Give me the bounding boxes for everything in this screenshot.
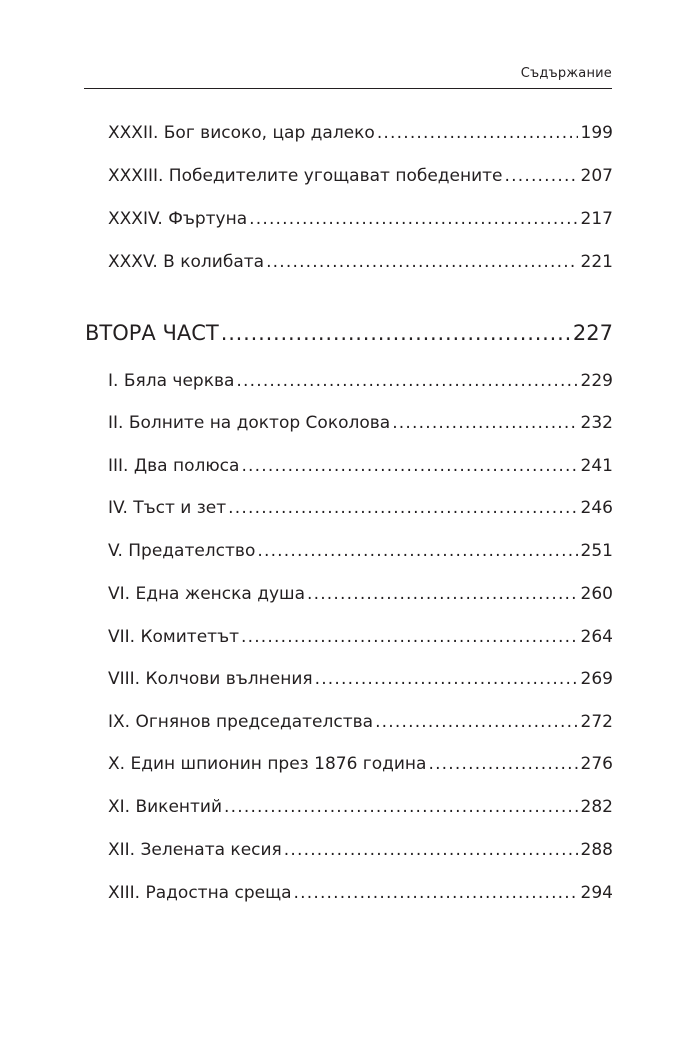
toc-entry[interactable] [108,164,613,188]
toc-entry[interactable] [108,667,613,691]
toc-entry[interactable] [108,752,613,776]
dot-leader [392,411,577,435]
toc-entry[interactable] [108,881,613,905]
toc-entry-page: 264 [580,627,613,647]
toc-entry-title: X. Един шпионин през 1876 година [108,754,427,774]
dot-leader [307,582,578,606]
toc-entry-page: 294 [580,883,613,903]
toc-entry-title: XI. Викентий [108,797,223,817]
toc-part-heading[interactable] [85,319,613,347]
toc-entry-page: 232 [580,413,613,433]
toc-entry[interactable] [108,369,613,393]
toc-entry-title: VI. Една женска душа [108,584,305,604]
toc-part-page: 227 [572,321,613,345]
toc-entry-title: XXXIII. Победителите угощават победените [108,166,503,186]
toc-entry-page: 241 [580,456,613,476]
toc-entry[interactable] [108,496,613,520]
toc-entry-title: VIII. Колчови вълнения [108,669,313,689]
toc-entry-title: IX. Огнянов председателства [108,712,374,732]
dot-leader [221,319,570,347]
toc-entry-page: 282 [580,797,613,817]
toc-entry-page: 260 [580,584,613,604]
toc-entry-title: XXXII. Бог високо, цар далеко [108,123,375,143]
dot-leader [241,454,577,478]
dot-leader [224,795,578,819]
toc-entry-title: XII. Зелената кесия [108,840,282,860]
toc-entry-page: 272 [580,712,613,732]
toc-entry-page: 229 [580,371,613,391]
toc-entry[interactable] [108,710,613,734]
toc-entry-title: I. Бяла черква [108,371,235,391]
toc-entry-title: XXXIV. Фъртуна [108,209,248,229]
dot-leader [236,369,577,393]
toc-entry-page: 288 [580,840,613,860]
toc-entry-page: 217 [580,209,613,229]
toc-entry[interactable] [108,207,613,231]
toc-entry-page: 251 [580,541,613,561]
dot-leader [377,121,578,145]
dot-leader [505,164,578,188]
toc-entry[interactable] [108,539,613,563]
toc-entry-title: V. Предателство [108,541,256,561]
running-head: Съдържание [84,60,612,89]
toc-entry[interactable] [108,582,613,606]
dot-leader [249,207,577,231]
toc-entry-page: 199 [580,123,613,143]
toc-entry[interactable] [108,838,613,862]
toc-entry-page: 246 [580,498,613,518]
toc-entry[interactable] [108,795,613,819]
toc-entry-title: II. Болните на доктор Соколова [108,413,391,433]
dot-leader [266,250,577,274]
toc-entry-title: IV. Тъст и зет [108,498,227,518]
toc-entry-page: 221 [580,252,613,272]
dot-leader [228,496,577,520]
toc-entry-title: XXXV. В колибата [108,252,265,272]
toc-entry[interactable] [108,454,613,478]
toc-entry-page: 276 [580,754,613,774]
toc-entry[interactable] [108,121,613,145]
toc-entry-title: III. Два полюса [108,456,240,476]
dot-leader [257,539,577,563]
toc-entry[interactable] [108,250,613,274]
toc-entry[interactable] [108,411,613,435]
toc-entry-page: 269 [580,669,613,689]
dot-leader [294,881,578,905]
toc-entry-page: 207 [580,166,613,186]
toc-entry-title: XIII. Радостна среща [108,883,292,903]
dot-leader [315,667,578,691]
dot-leader [375,710,577,734]
dot-leader [241,625,578,649]
toc-part-title: ВТОРА ЧАСТ [85,321,219,345]
toc-entry-title: VII. Комитетът [108,627,239,647]
dot-leader [428,752,577,776]
dot-leader [284,838,578,862]
toc-entry[interactable] [108,625,613,649]
